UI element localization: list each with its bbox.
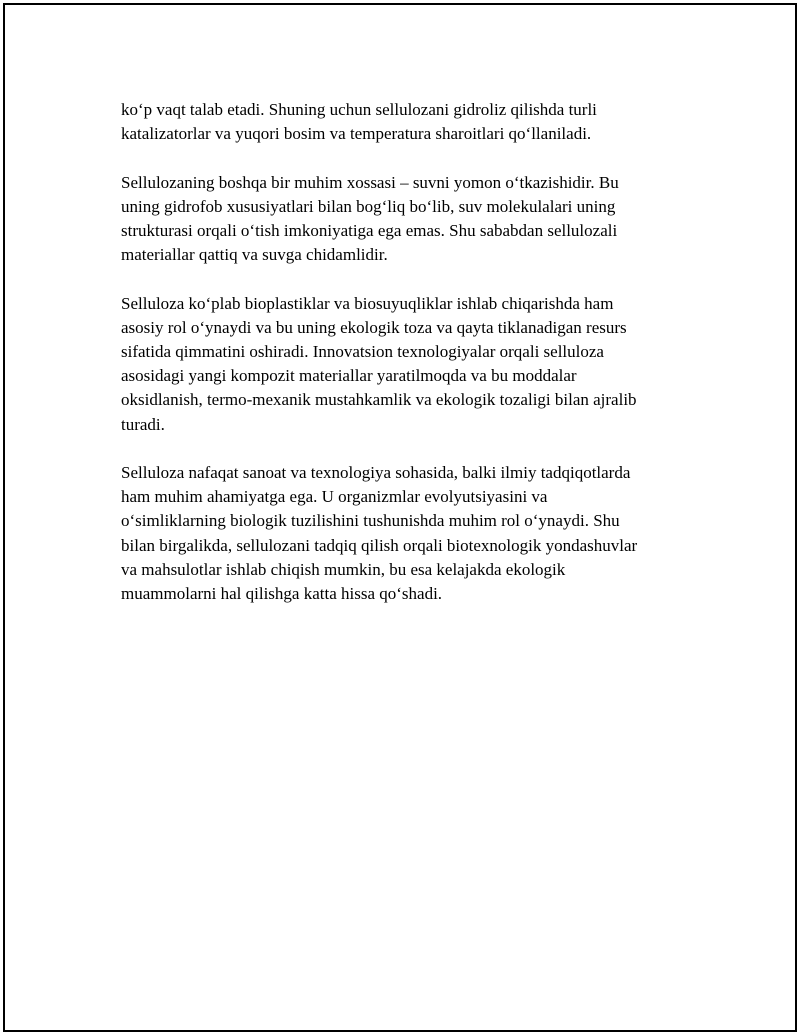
paragraph-4: Selluloza nafaqat sanoat va texnologiya sohasida, balki ilmiy tadqiqotlarda ham muhim ahamiyatga ega. U organizmlar evolyutsiyasini va o‘simliklarning biologik tuzilishini tushunishda muhim rol o‘ynaydi. Shu bilan birgalikda, sellulozani tadqiq qilish orqali biotexnologik yondashuvlar va mahsulotlar ishlab chiqish mumkin, bu esa kelajakda ekologik muammolarni hal qilishga katta hissa qo‘shadi.: [121, 463, 638, 604]
paragraph-1: ko‘p vaqt talab etadi. Shuning uchun sellulozani gidroliz qilishda turli katalizatorlar va yuqori bosim va temperatura sharoitlari qo‘llaniladi.: [121, 100, 597, 144]
paragraph-2: Sellulozaning boshqa bir muhim xossasi – suvni yomon o‘tkazishidir. Bu uning gidrofob xususiyatlari bilan bog‘liq bo‘lib, suv molekulalari uning strukturasi orqali o‘tish imkoniyatiga ega emas. Shu sababdan sellulozali materiallar qattiq va suvga chidamlidir.: [121, 172, 619, 265]
document-body: [121, 98, 701, 630]
paragraph-3: Selluloza ko‘plab bioplastiklar va biosuyuqliklar ishlab chiqarishda ham asosiy rol o‘ynaydi va bu uning ekologik toza va qayta tiklanadigan resurs sifatida qimmatini oshiradi. Innovatsion texnologiyalar orqali selluloza asosidagi yangi kompozit materiallar yaratilmoqda va bu moddalar oksidlanish, termo-mexanik mustahkamlik va ekologik tozaligi bilan ajralib turadi.: [121, 293, 637, 434]
document-page: [3, 3, 797, 1032]
